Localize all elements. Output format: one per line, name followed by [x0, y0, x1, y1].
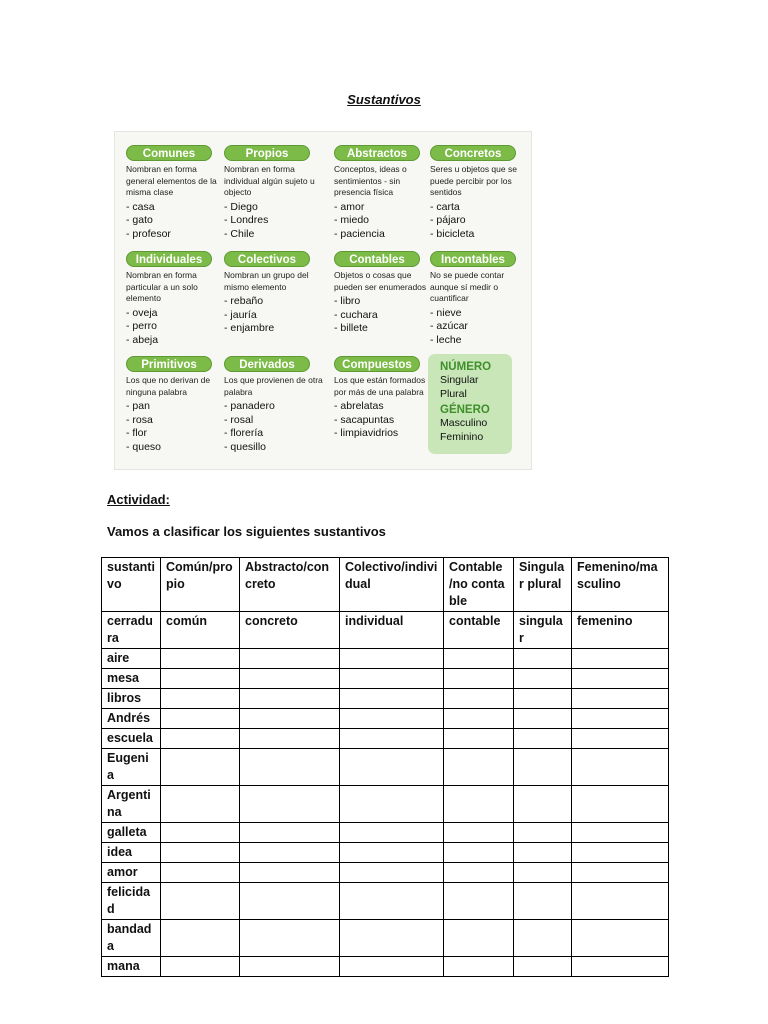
answer-cell[interactable] — [340, 749, 444, 786]
answer-cell[interactable] — [572, 957, 669, 977]
category-card-primitivos — [126, 356, 226, 454]
answer-cell[interactable] — [514, 863, 572, 883]
example-item: - carta — [430, 200, 460, 213]
answer-cell[interactable] — [572, 749, 669, 786]
noun-cell: amor — [102, 863, 161, 883]
category-description: Los que no derivan de ninguna palabra — [126, 375, 211, 397]
answer-cell[interactable] — [514, 709, 572, 729]
page-title: Sustantivos — [347, 92, 421, 107]
answer-cell[interactable] — [161, 689, 240, 709]
answer-cell[interactable] — [514, 669, 572, 689]
example-item: - bicicleta — [430, 227, 475, 240]
category-description: No se puede contar aunque sí medir o cuantificar — [430, 270, 505, 303]
answer-cell[interactable] — [240, 957, 340, 977]
category-label: Abstractos — [334, 145, 420, 161]
category-label: Primitivos — [126, 356, 212, 372]
answer-cell[interactable] — [161, 843, 240, 863]
answer-cell[interactable] — [514, 649, 572, 669]
example-item: - rosal — [224, 413, 254, 426]
category-label: Compuestos — [334, 356, 420, 372]
answer-cell[interactable] — [161, 883, 240, 920]
example-item: - jauría — [224, 308, 257, 321]
answer-cell[interactable] — [240, 709, 340, 729]
answer-cell[interactable]: contable — [444, 612, 514, 649]
answer-cell[interactable] — [444, 920, 514, 957]
category-label: Concretos — [430, 145, 516, 161]
answer-cell[interactable] — [444, 863, 514, 883]
answer-cell[interactable]: femenino — [572, 612, 669, 649]
category-card-contables — [334, 251, 434, 336]
category-examples — [334, 295, 434, 336]
noun-cell: cerradura — [102, 612, 161, 649]
answer-cell[interactable] — [514, 729, 572, 749]
answer-cell[interactable] — [240, 786, 340, 823]
category-description: Nombran en forma particular a un solo elemento — [126, 270, 198, 303]
answer-cell[interactable] — [240, 920, 340, 957]
answer-cell[interactable] — [240, 669, 340, 689]
category-description: Los que están formados por más de una palabra — [334, 375, 426, 397]
answer-cell[interactable] — [161, 863, 240, 883]
answer-cell[interactable] — [340, 709, 444, 729]
example-item: - quesillo — [224, 440, 267, 453]
category-examples — [334, 400, 434, 441]
answer-cell[interactable] — [240, 863, 340, 883]
answer-cell[interactable] — [514, 957, 572, 977]
table-row — [102, 689, 669, 709]
numero-singular: Singular — [440, 374, 479, 386]
genero-feminino: Feminino — [440, 430, 484, 443]
example-item: - limpiavidrios — [334, 427, 399, 439]
noun-cell: aire — [102, 649, 161, 669]
category-card-derivados — [224, 356, 324, 454]
example-item: - queso — [126, 440, 162, 453]
example-item: - cuchara — [334, 308, 378, 321]
example-item: - rosa — [126, 413, 153, 426]
table-row — [102, 612, 669, 649]
category-label: Contables — [334, 251, 420, 267]
answer-cell[interactable] — [161, 649, 240, 669]
answer-cell[interactable] — [514, 786, 572, 823]
answer-cell[interactable] — [240, 749, 340, 786]
column-header: Contable /no contable — [444, 558, 514, 612]
category-card-compuestos — [334, 356, 434, 441]
answer-cell[interactable] — [444, 729, 514, 749]
answer-cell[interactable] — [161, 669, 240, 689]
category-examples — [430, 307, 530, 348]
answer-cell[interactable] — [572, 863, 669, 883]
example-item: - Chile — [224, 227, 255, 240]
noun-cell: idea — [102, 843, 161, 863]
noun-cell: libros — [102, 689, 161, 709]
answer-cell[interactable] — [161, 957, 240, 977]
example-item: - enjambre — [224, 322, 275, 334]
classification-table — [101, 557, 669, 977]
answer-cell[interactable] — [572, 689, 669, 709]
answer-cell[interactable] — [514, 883, 572, 920]
numero-plural: Plural — [440, 387, 467, 400]
answer-cell[interactable] — [572, 843, 669, 863]
answer-cell[interactable] — [572, 786, 669, 823]
answer-cell[interactable] — [444, 689, 514, 709]
column-header: Común/propio — [161, 558, 240, 612]
example-item: - sacapuntas — [334, 413, 395, 426]
example-item: - perro — [126, 320, 157, 332]
example-item: - amor — [334, 200, 365, 213]
table-row — [102, 823, 669, 843]
category-card-comunes — [126, 145, 226, 241]
noun-cell: Argentina — [102, 786, 161, 823]
activity-title: Actividad: — [107, 492, 170, 507]
answer-cell[interactable] — [161, 786, 240, 823]
answer-cell[interactable] — [514, 749, 572, 786]
example-item: - florería — [224, 427, 264, 439]
answer-cell[interactable] — [161, 749, 240, 786]
category-label: Derivados — [224, 356, 310, 372]
example-item: - leche — [430, 333, 462, 346]
category-label: Individuales — [126, 251, 212, 267]
category-label: Comunes — [126, 145, 212, 161]
example-item: - libro — [334, 295, 361, 307]
category-label: Colectivos — [224, 251, 310, 267]
noun-cell: galleta — [102, 823, 161, 843]
activity-instruction: Vamos a clasificar los siguientes sustantivos — [107, 524, 386, 539]
category-description: Conceptos, ideas o sentimientos - sin presencia física — [334, 164, 407, 197]
answer-cell[interactable] — [340, 729, 444, 749]
answer-cell[interactable] — [340, 957, 444, 977]
answer-cell[interactable] — [340, 689, 444, 709]
example-item: - profesor — [126, 227, 171, 240]
category-examples — [126, 307, 226, 348]
answer-cell[interactable] — [444, 786, 514, 823]
answer-cell[interactable] — [340, 669, 444, 689]
column-header: sustantivo — [102, 558, 161, 612]
answer-cell[interactable] — [161, 920, 240, 957]
answer-cell[interactable] — [240, 883, 340, 920]
example-item: - paciencia — [334, 227, 385, 240]
answer-cell[interactable] — [340, 883, 444, 920]
answer-cell[interactable] — [340, 843, 444, 863]
answer-cell[interactable] — [444, 669, 514, 689]
noun-cell: mesa — [102, 669, 161, 689]
category-card-concretos — [430, 145, 530, 241]
answer-cell[interactable]: individual — [340, 612, 444, 649]
numero-genero-box — [428, 354, 512, 454]
answer-cell[interactable] — [161, 709, 240, 729]
column-header: Colectivo/individual — [340, 558, 444, 612]
column-header: Singular plural — [514, 558, 572, 612]
table-row — [102, 709, 669, 729]
example-item: - billete — [334, 322, 368, 334]
answer-cell[interactable] — [444, 709, 514, 729]
category-description: Nombran un grupo del mismo elemento — [224, 270, 309, 292]
answer-cell[interactable]: singular — [514, 612, 572, 649]
category-card-propios — [224, 145, 324, 241]
numero-title: NÚMERO — [440, 361, 492, 373]
example-item: - abeja — [126, 333, 159, 346]
answer-cell[interactable] — [444, 883, 514, 920]
table-row — [102, 749, 669, 786]
answer-cell[interactable] — [444, 649, 514, 669]
answer-cell[interactable] — [514, 689, 572, 709]
category-label: Propios — [224, 145, 310, 161]
table-row — [102, 920, 669, 957]
answer-cell[interactable] — [444, 843, 514, 863]
category-examples — [224, 201, 324, 242]
noun-cell: bandada — [102, 920, 161, 957]
category-description: Los que provienen de otra palabra — [224, 375, 323, 397]
category-examples — [430, 201, 530, 242]
category-description: Seres u objetos que se puede percibir por los sentidos — [430, 164, 517, 197]
answer-cell[interactable] — [572, 883, 669, 920]
answer-cell[interactable] — [340, 786, 444, 823]
answer-cell[interactable] — [572, 669, 669, 689]
example-item: - panadero — [224, 400, 275, 412]
answer-cell[interactable] — [514, 920, 572, 957]
table-row — [102, 957, 669, 977]
table-row — [102, 883, 669, 920]
category-examples — [334, 201, 434, 242]
table-row — [102, 649, 669, 669]
example-item: - pájaro — [430, 214, 466, 226]
answer-cell[interactable] — [240, 823, 340, 843]
category-label: Incontables — [430, 251, 516, 267]
example-item: - gato — [126, 214, 153, 226]
answer-cell[interactable] — [572, 709, 669, 729]
answer-cell[interactable] — [340, 649, 444, 669]
category-card-colectivos — [224, 251, 324, 336]
answer-cell[interactable] — [340, 920, 444, 957]
example-item: - rebaño — [224, 295, 264, 307]
category-card-abstractos — [334, 145, 434, 241]
answer-cell[interactable] — [444, 823, 514, 843]
category-examples — [126, 201, 226, 242]
answer-cell[interactable] — [240, 843, 340, 863]
noun-cell: Andrés — [102, 709, 161, 729]
table-row — [102, 843, 669, 863]
category-card-individuales — [126, 251, 226, 347]
category-examples — [224, 295, 324, 336]
answer-cell[interactable] — [444, 957, 514, 977]
example-item: - azúcar — [430, 320, 468, 332]
answer-cell[interactable] — [514, 823, 572, 843]
category-description: Nombran en forma individual algún sujeto u objecto — [224, 164, 315, 197]
answer-cell[interactable] — [161, 729, 240, 749]
answer-cell[interactable] — [240, 729, 340, 749]
table-row — [102, 786, 669, 823]
answer-cell[interactable] — [240, 649, 340, 669]
example-item: - Diego — [224, 200, 258, 213]
answer-cell[interactable] — [340, 863, 444, 883]
table-row — [102, 729, 669, 749]
genero-title: GÉNERO — [440, 404, 490, 416]
column-header: Femenino/masculino — [572, 558, 669, 612]
answer-cell[interactable] — [572, 729, 669, 749]
answer-cell[interactable]: común — [161, 612, 240, 649]
answer-cell[interactable] — [444, 749, 514, 786]
answer-cell[interactable] — [572, 920, 669, 957]
example-item: - flor — [126, 427, 147, 439]
category-description: Objetos o cosas que pueden ser enumerados — [334, 270, 427, 292]
example-item: - pan — [126, 400, 150, 412]
noun-cell: felicidad — [102, 883, 161, 920]
category-description: Nombran en forma general elementos de la misma clase — [126, 164, 217, 197]
category-examples — [126, 400, 226, 454]
noun-cell: escuela — [102, 729, 161, 749]
example-item: - nieve — [430, 306, 462, 319]
answer-cell[interactable] — [161, 823, 240, 843]
answer-cell[interactable] — [572, 823, 669, 843]
genero-masculino: Masculino — [440, 417, 488, 429]
table-header-row — [102, 558, 669, 612]
table-row — [102, 863, 669, 883]
noun-cell: Eugenia — [102, 749, 161, 786]
table-row — [102, 669, 669, 689]
column-header: Abstracto/concreto — [240, 558, 340, 612]
category-card-incontables — [430, 251, 530, 347]
category-examples — [224, 400, 324, 454]
example-item: - Londres — [224, 214, 269, 226]
answer-cell[interactable] — [240, 689, 340, 709]
example-item: - miedo — [334, 214, 370, 226]
answer-cell[interactable] — [340, 823, 444, 843]
example-item: - abrelatas — [334, 400, 384, 412]
example-item: - oveja — [126, 306, 158, 319]
noun-cell: mana — [102, 957, 161, 977]
example-item: - casa — [126, 200, 155, 213]
answer-cell[interactable] — [572, 649, 669, 669]
answer-cell[interactable] — [514, 843, 572, 863]
answer-cell[interactable]: concreto — [240, 612, 340, 649]
